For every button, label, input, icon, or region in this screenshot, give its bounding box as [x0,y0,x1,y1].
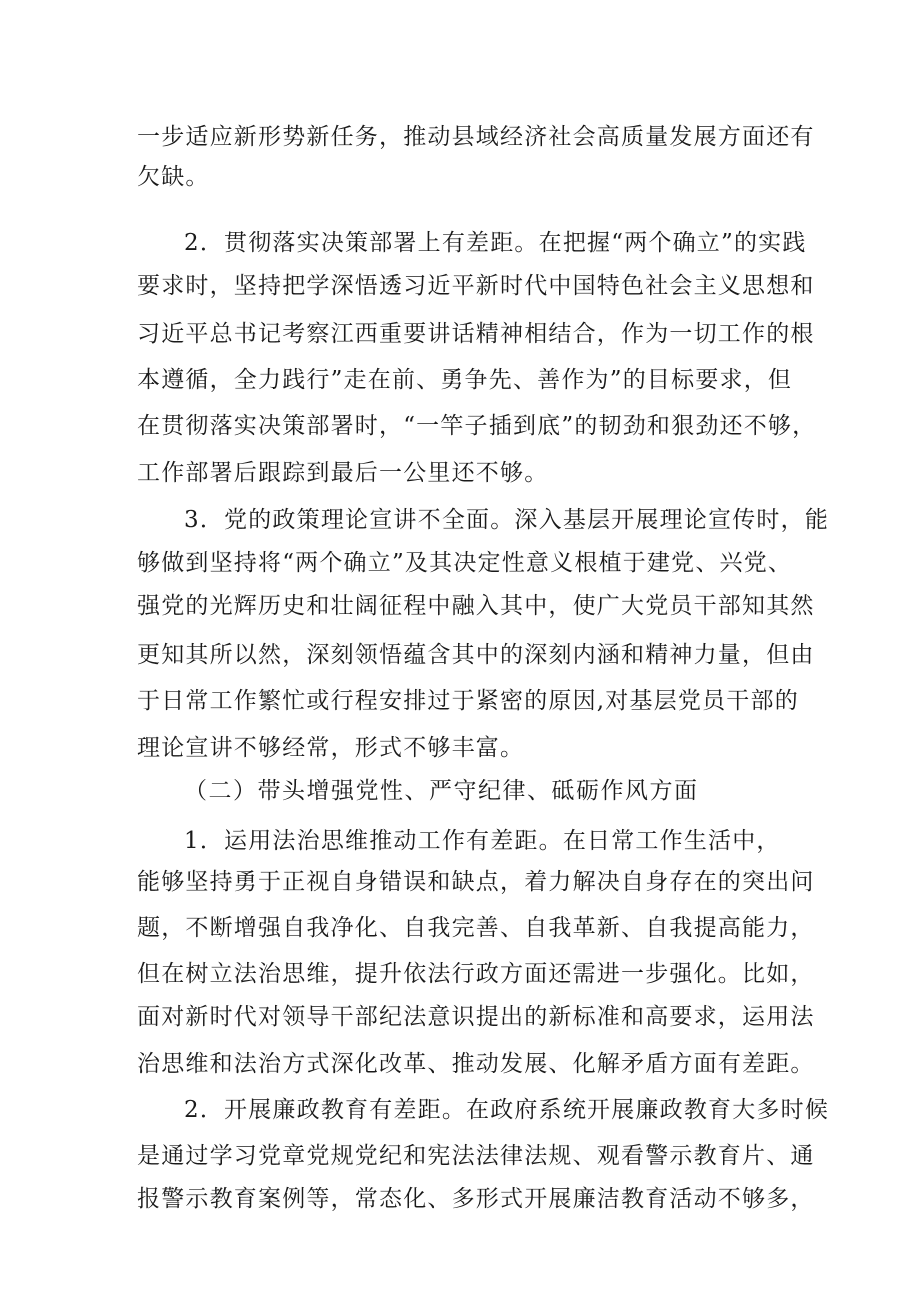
subitem-2-title-line: 2．开展廉政教育有差距。在政府系统开展廉政教育大多时候 [184,1097,830,1123]
text-line-7: 在贯彻落实决策部署时，“一竿子插到底”的韧劲和狠劲还不够， [137,413,817,439]
item-2-title-line: 2．贯彻落实决策部署上有差距。在把握“两个确立”的实践 [184,230,807,256]
text-line-12: 更知其所以然，深刻领悟蕴含其中的深刻内涵和精神力量，但由 [137,642,815,668]
item-3-title-line: 3．党的政策理论宣讲不全面。深入基层开展理论宣传时，能 [184,507,830,533]
text-line-21: 治思维和法治方式深化改革、推动发展、化解矛盾方面有差距。 [137,1051,815,1077]
text-line-6: 本遵循，全力践行”走在前、勇争先、善作为”的目标要求，但 [137,367,793,393]
text-line-24: 报警示教育案例等，常态化、多形式开展廉洁教育活动不够多， [137,1186,815,1212]
text-line-10: 够做到坚持将“两个确立”及其决定性意义根植于建党、兴党、 [137,550,793,576]
text-line-18: 题，不断增强自我净化、自我完善、自我革新、自我提高能力， [137,915,815,941]
text-line-20: 面对新时代对领导干部纪法意识提出的新标准和高要求，运用法 [137,1004,815,1030]
text-line-23: 是通过学习党章党规党纪和宪法法律法规、观看警示教育片、通 [137,1143,815,1169]
text-line-11: 强党的光辉历史和壮阔征程中融入其中，使广大党员干部知其然 [137,593,815,619]
subitem-1-title-line: 1．运用法治思维推动工作有差距。在日常工作生活中， [184,828,781,854]
text-line-1: 一步适应新形势新任务，推动县域经济社会高质量发展方面还有 [137,124,815,150]
text-line-8: 工作部署后跟踪到最后一公里还不够。 [137,460,549,486]
text-line-14: 理论宣讲不够经常，形式不够丰富。 [137,735,525,761]
text-line-5: 习近平总书记考察江西重要讲话精神相结合，作为一切工作的根 [137,321,815,347]
section-heading: （二）带头增强党性、严守纪律、砥砺作风方面 [184,778,699,804]
text-line-13: 于日常工作繁忙或行程安排过于紧密的原因,对基层党员干部的 [137,688,799,714]
text-line-2: 欠缺。 [137,164,210,190]
text-line-19: 但在树立法治思维，提升依法行政方面还需进一步强化。比如， [137,961,815,987]
text-line-4: 要求时，坚持把学深悟透习近平新时代中国特色社会主义思想和 [137,273,815,299]
text-line-17: 能够坚持勇于正视自身错误和缺点，着力解决自身存在的突出问 [137,869,815,895]
